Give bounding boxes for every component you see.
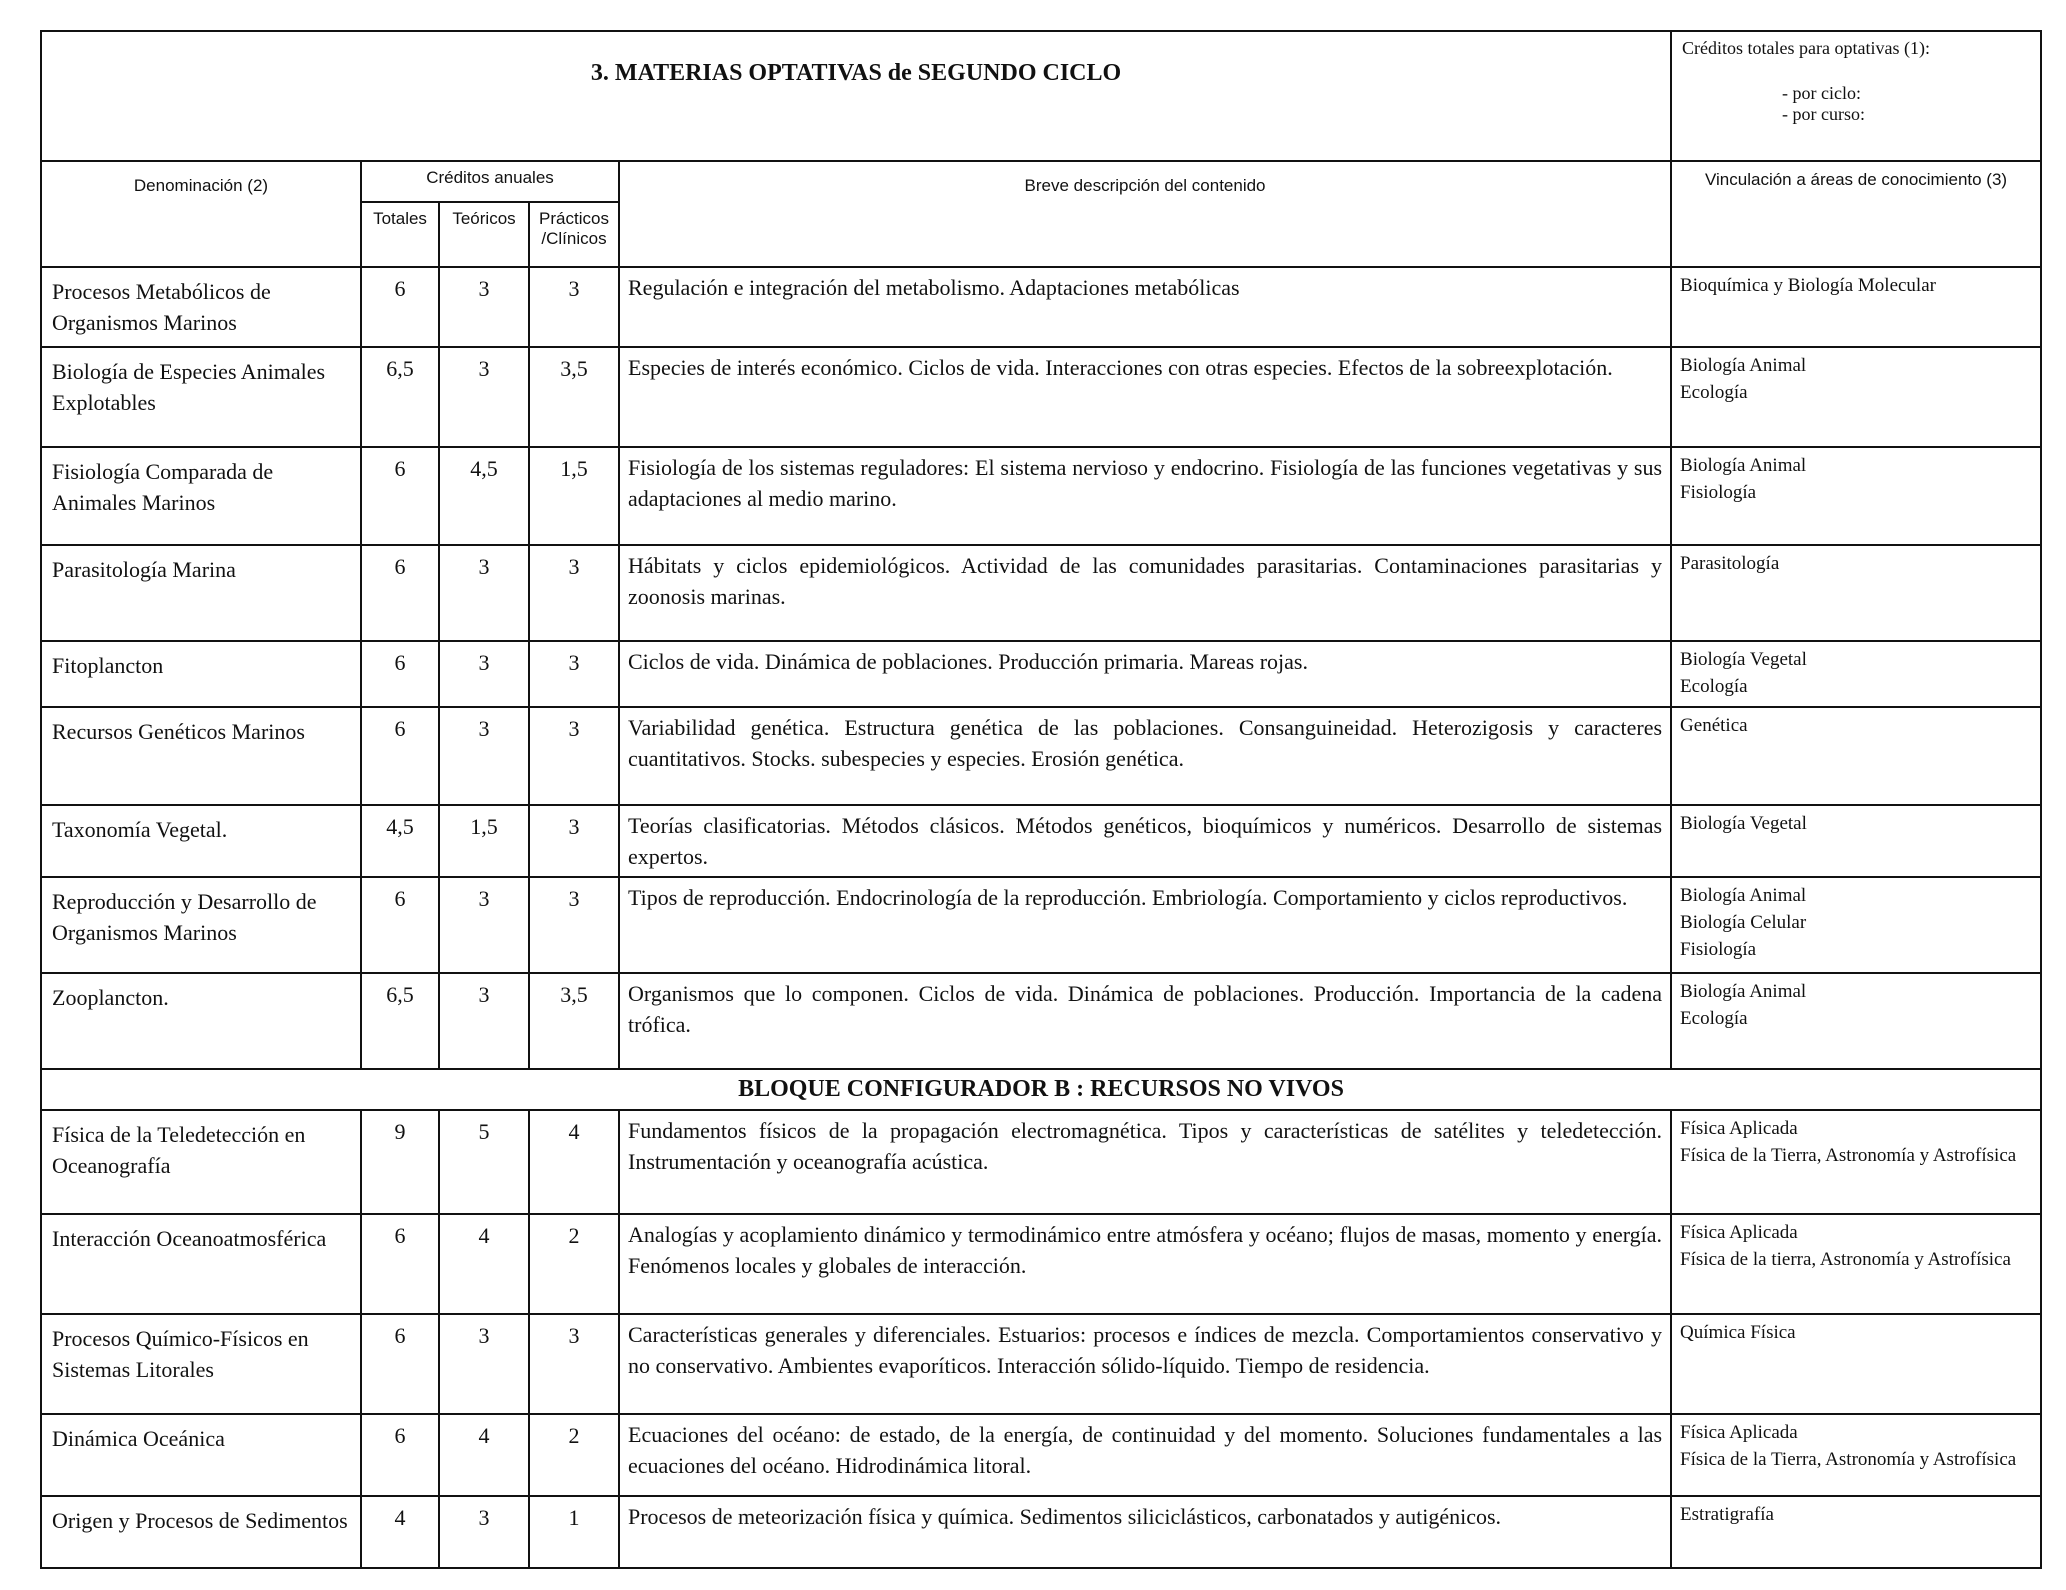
block-title: BLOQUE CONFIGURADOR B : RECURSOS NO VIVOS (41, 1069, 2041, 1110)
knowledge-area-item: Biología Celular (1680, 912, 1807, 933)
knowledge-area-item: Biología Animal (1680, 885, 1807, 906)
knowledge-areas (1671, 347, 2041, 447)
knowledge-area-item: Biología Animal (1680, 355, 1807, 376)
credits-teoricos: 3 (439, 1496, 529, 1568)
credits-teoricos: 3 (439, 267, 529, 347)
credits-teoricos: 3 (439, 1314, 529, 1414)
credits-totales: 6,5 (361, 347, 439, 447)
content-description: Características generales y diferenciales. Estuarios: procesos e índices de mezcla. Comportamientos conservativo y no conservativo. Ambientes evaporíticos. Interacción sólido-líquido. Tiempo de residencia. (619, 1314, 1671, 1414)
content-description: Analogías y acoplamiento dinámico y termodinámico entre atmósfera y océano; flujos de masas, momento y energía. Fenómenos locales y globales de interacción. (619, 1214, 1671, 1314)
credits-practicos: 2 (529, 1214, 619, 1314)
subject-name: Zooplancton. (41, 973, 361, 1069)
subject-name: Procesos Metabólicos de Organismos Marinos (41, 267, 361, 347)
optativas-table (40, 30, 2042, 1569)
table-row (41, 973, 2041, 1069)
credits-totales: 6 (361, 447, 439, 545)
subject-name: Fitoplancton (41, 641, 361, 707)
credits-practicos: 3,5 (529, 347, 619, 447)
credits-teoricos: 5 (439, 1110, 529, 1214)
credits-teoricos: 4 (439, 1214, 529, 1314)
knowledge-area-item: Física Aplicada (1680, 1422, 1798, 1443)
table-row (41, 877, 2041, 973)
credits-teoricos: 4,5 (439, 447, 529, 545)
credits-teoricos: 3 (439, 877, 529, 973)
credits-practicos: 4 (529, 1110, 619, 1214)
knowledge-areas (1671, 641, 2041, 707)
table-row (41, 1414, 2041, 1496)
col-descripcion: Breve descripción del contenido (619, 161, 1671, 267)
knowledge-area-item: Estratigrafía (1680, 1504, 1774, 1525)
credits-box (1671, 31, 2041, 161)
knowledge-area-item: Física de la Tierra, Astronomía y Astrofísica (1680, 1145, 2017, 1166)
subject-name: Biología de Especies Animales Explotables (41, 347, 361, 447)
content-description: Regulación e integración del metabolismo. Adaptaciones metabólicas (619, 267, 1671, 347)
knowledge-area-item: Ecología (1680, 1008, 1748, 1029)
table-row (41, 1110, 2041, 1214)
column-header-row (41, 161, 2041, 202)
content-description: Teorías clasificatorias. Métodos clásicos. Métodos genéticos, bioquímicos y numéricos. Desarrollo de sistemas expertos. (619, 805, 1671, 877)
table-row (41, 1314, 2041, 1414)
knowledge-area-item: Fisiología (1680, 482, 1757, 503)
credits-practicos: 3 (529, 1314, 619, 1414)
credits-practicos: 1 (529, 1496, 619, 1568)
subject-name: Origen y Procesos de Sedimentos (41, 1496, 361, 1568)
table-row (41, 447, 2041, 545)
knowledge-area-item: Fisiología (1680, 939, 1757, 960)
credits-totales: 6 (361, 267, 439, 347)
credits-practicos: 3,5 (529, 973, 619, 1069)
knowledge-area-item: Biología Vegetal (1680, 813, 1807, 834)
page-title: 3. MATERIAS OPTATIVAS de SEGUNDO CICLO (41, 31, 1671, 161)
knowledge-area-item: Bioquímica y Biología Molecular (1680, 275, 1936, 296)
credits-totales: 6 (361, 877, 439, 973)
content-description: Fisiología de los sistemas reguladores: El sistema nervioso y endocrino. Fisiología de las funciones vegetativas y sus adaptaciones al medio marino. (619, 447, 1671, 545)
credits-per-course: - por curso: (1782, 104, 1866, 124)
table-row (41, 267, 2041, 347)
credits-totales: 6,5 (361, 973, 439, 1069)
credits-teoricos: 3 (439, 707, 529, 805)
content-description: Fundamentos físicos de la propagación electromagnética. Tipos y características de satélites y teledetección. Instrumentación y oceanografía acústica. (619, 1110, 1671, 1214)
col-totales: Totales (361, 202, 439, 267)
knowledge-area-item: Ecología (1680, 676, 1748, 697)
knowledge-area-item: Física Aplicada (1680, 1222, 1798, 1243)
credits-practicos: 3 (529, 805, 619, 877)
col-denominacion: Denominación (2) (41, 161, 361, 267)
knowledge-area-item: Biología Animal (1680, 455, 1807, 476)
credits-practicos: 3 (529, 877, 619, 973)
col-practicos: Prácticos /Clínicos (529, 202, 619, 267)
knowledge-areas (1671, 447, 2041, 545)
knowledge-area-item: Parasitología (1680, 553, 1780, 574)
content-description: Organismos que lo componen. Ciclos de vida. Dinámica de poblaciones. Producción. Importancia de la cadena trófica. (619, 973, 1671, 1069)
credits-label: Créditos totales para optativas (1): (1682, 38, 1930, 58)
content-description: Ciclos de vida. Dinámica de poblaciones. Producción primaria. Mareas rojas. (619, 641, 1671, 707)
knowledge-areas (1671, 1110, 2041, 1214)
table-row (41, 707, 2041, 805)
credits-totales: 6 (361, 545, 439, 641)
subject-name: Parasitología Marina (41, 545, 361, 641)
subject-name: Interacción Oceanoatmosférica (41, 1214, 361, 1314)
table-row (41, 1496, 2041, 1568)
knowledge-area-item: Física de la tierra, Astronomía y Astrofísica (1680, 1249, 2011, 1270)
subject-name: Reproducción y Desarrollo de Organismos Marinos (41, 877, 361, 973)
credits-teoricos: 3 (439, 973, 529, 1069)
knowledge-area-item: Química Física (1680, 1322, 1796, 1343)
block-header-row (41, 1069, 2041, 1110)
credits-practicos: 2 (529, 1414, 619, 1496)
subject-name: Procesos Químico-Físicos en Sistemas Litorales (41, 1314, 361, 1414)
credits-totales: 6 (361, 1314, 439, 1414)
credits-practicos: 3 (529, 267, 619, 347)
credits-totales: 6 (361, 1414, 439, 1496)
knowledge-areas (1671, 877, 2041, 973)
credits-per-cycle: - por ciclo: (1782, 83, 1862, 103)
knowledge-area-item: Genética (1680, 715, 1748, 736)
subject-name: Dinámica Oceánica (41, 1414, 361, 1496)
credits-teoricos: 3 (439, 545, 529, 641)
credits-totales: 6 (361, 707, 439, 805)
content-description: Hábitats y ciclos epidemiológicos. Actividad de las comunidades parasitarias. Contaminaciones parasitarias y zoonosis marinas. (619, 545, 1671, 641)
knowledge-area-item: Biología Vegetal (1680, 649, 1807, 670)
credits-totales: 6 (361, 641, 439, 707)
knowledge-areas (1671, 805, 2041, 877)
knowledge-areas (1671, 1496, 2041, 1568)
credits-totales: 4 (361, 1496, 439, 1568)
credits-practicos: 3 (529, 641, 619, 707)
table-row (41, 1214, 2041, 1314)
col-creditos-anuales: Créditos anuales (361, 161, 619, 202)
credits-teoricos: 3 (439, 641, 529, 707)
subject-name: Fisiología Comparada de Animales Marinos (41, 447, 361, 545)
knowledge-areas (1671, 973, 2041, 1069)
credits-totales: 9 (361, 1110, 439, 1214)
col-teoricos: Teóricos (439, 202, 529, 267)
content-description: Tipos de reproducción. Endocrinología de la reproducción. Embriología. Comportamiento y ciclos reproductivos. (619, 877, 1671, 973)
knowledge-area-item: Física Aplicada (1680, 1118, 1798, 1139)
knowledge-areas (1671, 707, 2041, 805)
knowledge-areas (1671, 1214, 2041, 1314)
subject-name: Recursos Genéticos Marinos (41, 707, 361, 805)
document-sheet (40, 30, 2030, 1569)
col-vinculacion: Vinculación a áreas de conocimiento (3) (1671, 161, 2041, 267)
credits-teoricos: 4 (439, 1414, 529, 1496)
table-row (41, 805, 2041, 877)
credits-totales: 6 (361, 1214, 439, 1314)
content-description: Ecuaciones del océano: de estado, de la energía, de continuidad y del momento. Soluciones fundamentales a las ecuaciones del océano. Hidrodinámica litoral. (619, 1414, 1671, 1496)
credits-practicos: 1,5 (529, 447, 619, 545)
title-row (41, 31, 2041, 161)
credits-teoricos: 1,5 (439, 805, 529, 877)
knowledge-areas (1671, 267, 2041, 347)
credits-practicos: 3 (529, 545, 619, 641)
subject-name: Física de la Teledetección en Oceanografía (41, 1110, 361, 1214)
knowledge-area-item: Ecología (1680, 382, 1748, 403)
table-row (41, 641, 2041, 707)
table-row (41, 347, 2041, 447)
knowledge-area-item: Biología Animal (1680, 981, 1807, 1002)
knowledge-areas (1671, 1414, 2041, 1496)
knowledge-area-item: Física de la Tierra, Astronomía y Astrofísica (1680, 1449, 2017, 1470)
table-row (41, 545, 2041, 641)
knowledge-areas (1671, 1314, 2041, 1414)
credits-practicos: 3 (529, 707, 619, 805)
subject-name: Taxonomía Vegetal. (41, 805, 361, 877)
content-description: Variabilidad genética. Estructura genética de las poblaciones. Consanguineidad. Heterozigosis y caracteres cuantitativos. Stocks. subespecies y especies. Erosión genética. (619, 707, 1671, 805)
credits-totales: 4,5 (361, 805, 439, 877)
content-description: Especies de interés económico. Ciclos de vida. Interacciones con otras especies. Efectos de la sobreexplotación. (619, 347, 1671, 447)
credits-teoricos: 3 (439, 347, 529, 447)
knowledge-areas (1671, 545, 2041, 641)
content-description: Procesos de meteorización física y química. Sedimentos siliciclásticos, carbonatados y autigénicos. (619, 1496, 1671, 1568)
